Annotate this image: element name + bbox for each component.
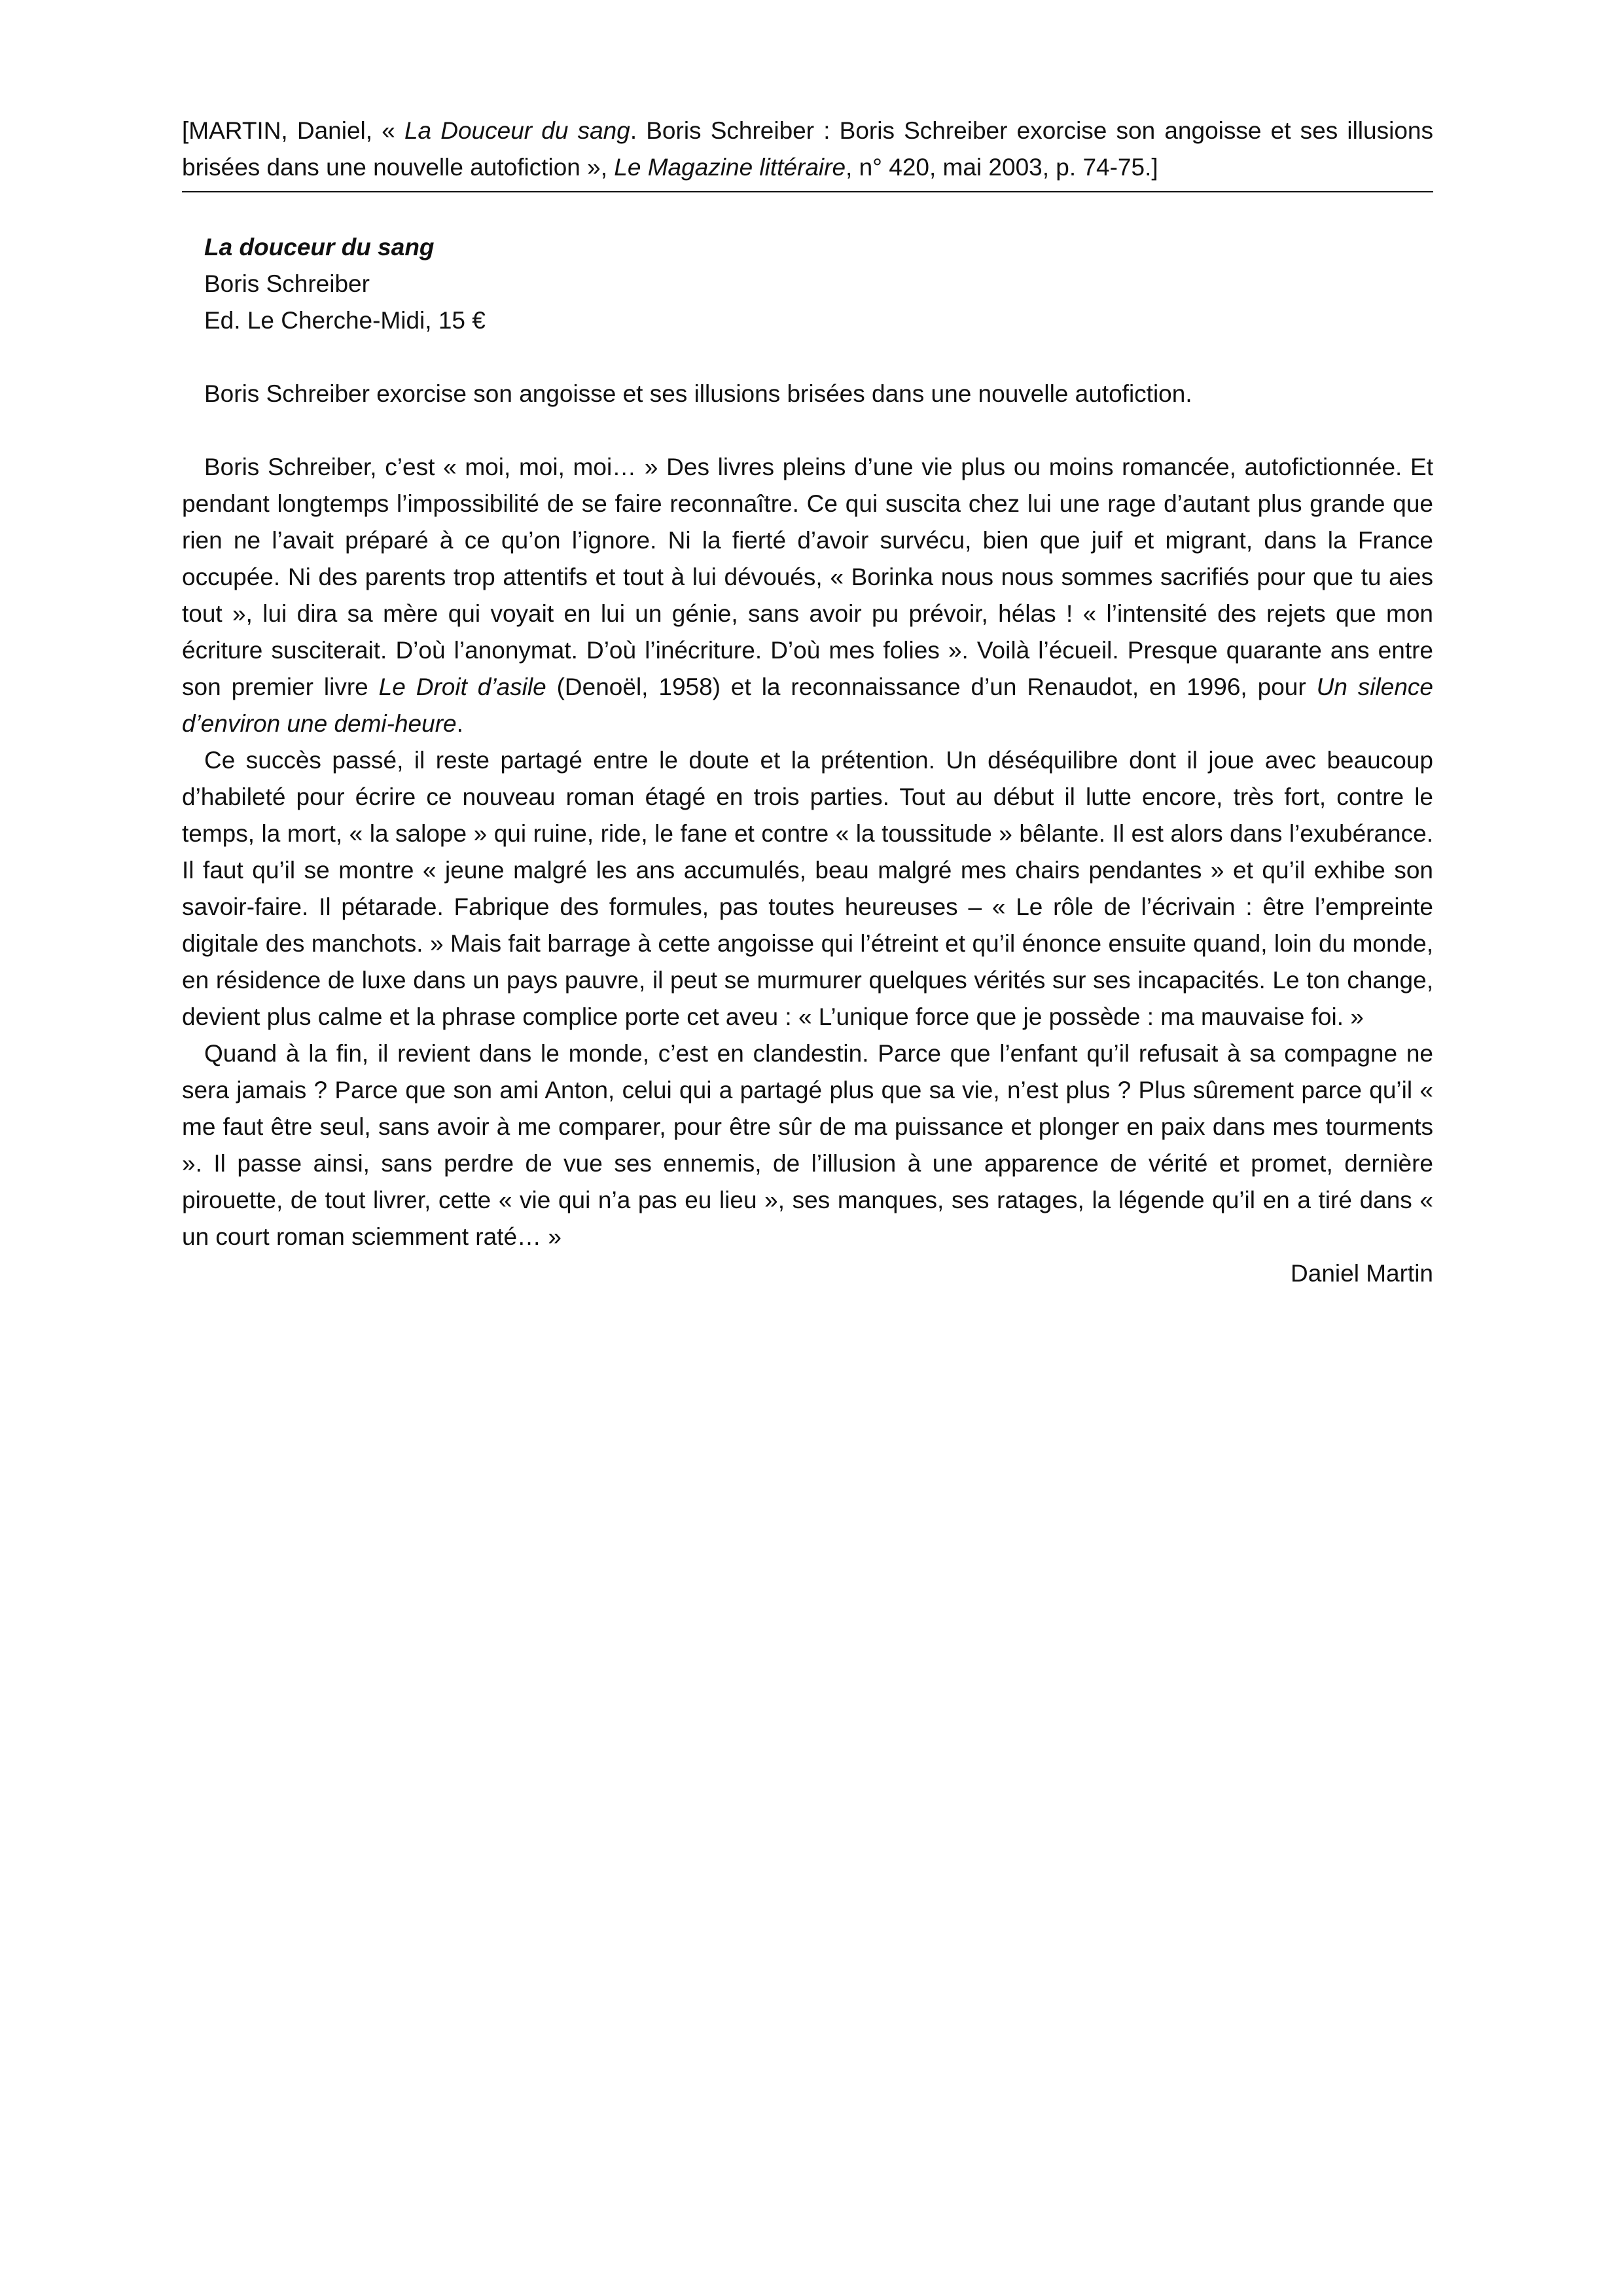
paragraph-1-part-b: (Denoël, 1958) et la reconnaissance d’un Renaudot, en 1996, pour <box>546 673 1317 700</box>
paragraph-1-part-a: Boris Schreiber, c’est « moi, moi, moi… » Des livres pleins d’une vie plus ou moins romancée, autofictionnée. Et pendant longtemps l’impossibilité de se faire reconnaître. Ce qui suscita chez lui une rage d’autant plus grande que rien ne l’avait préparé à ce qu’on l’ignore. Ni la fierté d’avoir survécu, bien que juif et migrant, dans la France occupée. Ni des parents trop attentifs et tout à lui dévoués, « Borinka nous nous sommes sacrifiés pour que tu aies tout », lui dira sa mère qui voyait en lui un génie, sans avoir pu prévoir, hélas ! « l’intensité des rejets que mon écriture susciterait. D’où l’anonymat. D’où l’inécriture. D’où mes folies ». Voilà l’écueil. Presque quarante ans entre son premier livre <box>182 454 1433 700</box>
citation-magazine: Le Magazine littéraire <box>614 154 846 181</box>
article <box>182 229 1433 1292</box>
citation-text <box>182 113 1433 186</box>
author-signature: Daniel Martin <box>1291 1260 1433 1287</box>
book-info <box>182 229 1433 339</box>
book-publisher: Ed. Le Cherche-Midi, 15 € <box>204 307 486 334</box>
paragraph-1 <box>182 449 1433 742</box>
paragraph-1-title-un-silence: Un silence d’environ une demi-heure <box>182 673 1433 737</box>
citation-header <box>182 113 1433 192</box>
citation-book-title: La Douceur du sang <box>404 117 630 144</box>
paragraph-1-title-droit-asile: Le Droit d’asile <box>378 673 546 700</box>
paragraph-1-part-c: . <box>456 710 463 737</box>
paragraph-3: Quand à la fin, il revient dans le monde, c’est en clandestin. Parce que l’enfant qu’il refusait à sa compagne ne sera jamais ? Parce que son ami Anton, celui qui a partagé plus que sa vie, n’est plus ? Plus sûrement parce qu’il « me faut être seul, sans avoir à me comparer, pour être sûr de ma puissance et plonger en paix dans mes tourments ». Il passe ainsi, sans perdre de vue ses ennemis, de l’illusion à une apparence de vérité et promet, dernière pirouette, de tout livrer, cette « vie qui n’a pas eu lieu », ses manques, ses ratages, la légende qu’il en a tiré dans « un court roman sciemment raté… » <box>182 1040 1433 1250</box>
book-title: La douceur du sang <box>204 234 435 260</box>
citation-suffix: , n° 420, mai 2003, p. 74-75.] <box>846 154 1158 181</box>
book-author: Boris Schreiber <box>204 270 370 297</box>
article-subtitle: Boris Schreiber exorcise son angoisse et ses illusions brisées dans une nouvelle autofiction. <box>204 380 1192 407</box>
citation-prefix: [MARTIN, Daniel, « <box>182 117 404 144</box>
article-body <box>182 449 1433 1255</box>
citation-middle: . Boris Schreiber : Boris Schreiber exorcise son angoisse et ses illusions brisées dans une nouvelle autofiction », <box>182 117 1433 181</box>
paragraph-2: Ce succès passé, il reste partagé entre le doute et la prétention. Un déséquilibre dont il joue avec beaucoup d’habileté pour écrire ce nouveau roman étagé en trois parties. Tout au début il lutte encore, très fort, contre le temps, la mort, « la salope » qui ruine, ride, le fane et contre « la toussitude » bêlante. Il est alors dans l’exubérance. Il faut qu’il se montre « jeune malgré les ans accumulés, beau malgré mes chairs pendantes » et qu’il exhibe son savoir-faire. Il pétarade. Fabrique des formules, pas toutes heureuses – « Le rôle de l’écrivain : être l’empreinte digitale des manchots. » Mais fait barrage à cette angoisse qui l’étreint et qu’il énonce ensuite quand, loin du monde, en résidence de luxe dans un pays pauvre, il peut se murmurer quelques vérités sur ses incapacités. Le ton change, devient plus calme et la phrase complice porte cet aveu : « L’unique force que je possède : ma mauvaise foi. » <box>182 747 1433 1030</box>
